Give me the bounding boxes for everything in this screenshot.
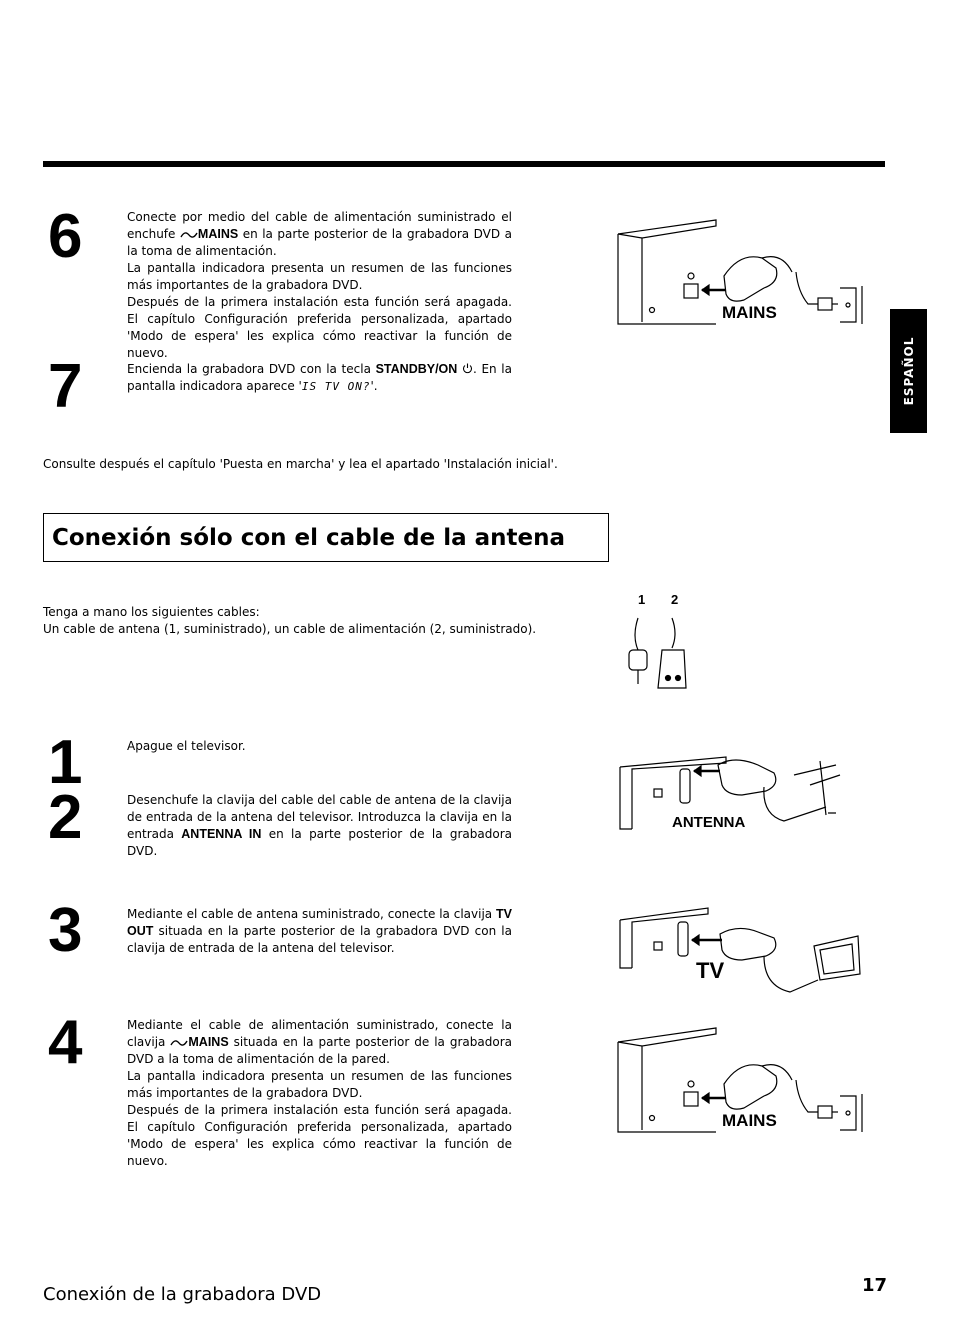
- antenna-illustration-label: ANTENNA: [672, 814, 746, 831]
- antenna-in-label: ANTENNA IN: [181, 827, 262, 841]
- mains-label: MAINS: [197, 227, 239, 241]
- power-icon: [462, 363, 473, 374]
- step-number-1: 1: [48, 728, 81, 797]
- step-4-text: Mediante el cable de alimentación suministrado, conecte la clavija MAINS situada en la parte posterior de la grabadora DVD a la toma de alimentación de la pared. La pantalla indicadora presenta un resumen de las funciones más importantes de la grabadora DVD. Después de la primera instalación esta función será apagada. El capítulo Configuración preferida personalizada, apartado 'Modo de espera' les explica cómo reactivar la función de nuevo.: [127, 1018, 512, 1168]
- mains-illustration-label-2: MAINS: [722, 1111, 777, 1130]
- cable-label-1: 1: [638, 592, 646, 607]
- step-number-7: 7: [48, 352, 81, 421]
- cables-illustration: [618, 588, 698, 696]
- step-1-text: Apague el televisor.: [127, 739, 246, 753]
- consult-note: Consulte después el capítulo 'Puesta en marcha' y lea el apartado 'Instalación inicial'.: [43, 457, 558, 471]
- language-tab: [890, 309, 927, 433]
- mains-label: MAINS: [188, 1035, 229, 1049]
- standby-key-label: STANDBY/ON: [375, 362, 458, 376]
- page-number: 17: [862, 1275, 888, 1296]
- step-number-3: 3: [48, 896, 81, 965]
- step-6-text: Conecte por medio del cable de alimentación suministrado el enchufe MAINS en la parte posterior de la grabadora DVD a la toma de alimentación. La pantalla indicadora presenta un resumen de las funciones más importantes de la grabadora DVD. Después de la primera instalación esta función será apagada. El capítulo Configuración preferida personalizada, apartado 'Modo de espera' les explica cómo reactivar la función de nuevo.: [127, 210, 512, 360]
- step-7-text: Encienda la grabadora DVD con la tecla STANDBY/ON . En la pantalla indicadora aparece 'IS TV ON?'.: [127, 362, 512, 393]
- step-number-6: 6: [48, 202, 81, 271]
- footer-chapter-title: Conexión de la grabadora DVD: [43, 1284, 322, 1305]
- mains-illustration-label: MAINS: [722, 303, 777, 322]
- step-3-text: Mediante el cable de antena suministrado, conecte la clavija TV OUT situada en la parte posterior de la grabadora DVD con la clavija de entrada de la antena del televisor.: [127, 907, 512, 955]
- cables-intro: Tenga a mano los siguientes cables: Un cable de antena (1, suministrado), un cable de alimentación (2, suministrado).: [43, 605, 537, 636]
- section-title: Conexión sólo con el cable de la antena: [52, 525, 566, 551]
- lcd-display-text: IS TV ON?: [301, 380, 371, 393]
- mains-connection-illustration: [612, 212, 867, 330]
- tv-out-label: TV OUT: [127, 907, 512, 938]
- mains-connection-illustration-2: [612, 1020, 867, 1138]
- tv-connection-illustration: [614, 906, 869, 1000]
- step-number-2: 2: [48, 783, 81, 852]
- top-rule: [43, 161, 885, 167]
- tv-illustration-label: TV: [696, 958, 725, 983]
- antenna-connection-illustration: [614, 755, 869, 835]
- step-2-text: Desenchufe la clavija del cable del cable de antena de la clavija de entrada de la antena del televisor. Introduzca la clavija en la entrada ANTENNA IN en la parte posterior de la grabadora DVD.: [127, 793, 513, 858]
- language-tab-label: ESPAÑOL: [901, 336, 916, 406]
- ac-wave-icon: [180, 230, 198, 240]
- cable-label-2: 2: [671, 592, 679, 607]
- step-number-4: 4: [48, 1008, 81, 1077]
- ac-wave-icon: [170, 1038, 188, 1048]
